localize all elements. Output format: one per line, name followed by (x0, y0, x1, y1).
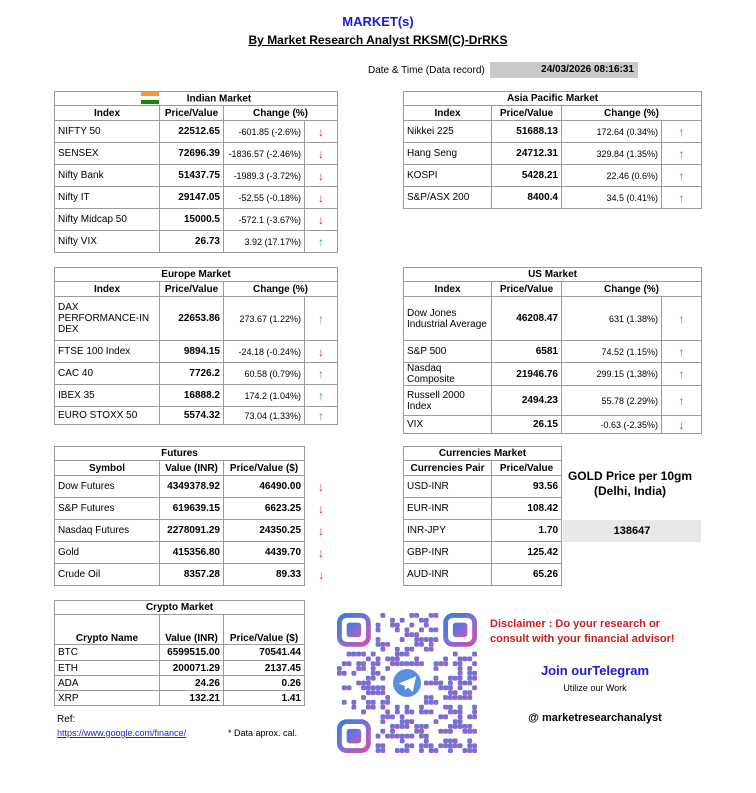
table-row (55, 407, 338, 425)
value-usd: 24350.25 (224, 520, 305, 542)
table-row (404, 564, 562, 586)
index-name: Nasdaq Composite (404, 363, 492, 386)
currencies-title: Currencies Market (404, 447, 562, 461)
index-price: 2494.23 (492, 386, 562, 416)
table-row (55, 542, 338, 564)
table-row (404, 498, 562, 520)
table-row (55, 520, 338, 542)
index-change: 273.67 (1.22%) (224, 297, 305, 341)
crypto-inr: 6599515.00 (160, 645, 224, 661)
index-name: Nifty Bank (55, 165, 160, 187)
col-header: Price/Value (160, 106, 224, 121)
arrow-down-icon: ↓ (305, 209, 338, 231)
currencies-table (403, 446, 562, 586)
index-change: -24.18 (-0.24%) (224, 341, 305, 363)
currency-value: 93.56 (492, 476, 562, 498)
crypto-inr: 24.26 (160, 676, 224, 691)
table-row (404, 297, 702, 341)
value-inr: 415356.80 (160, 542, 224, 564)
col-header: Index (55, 282, 160, 297)
currency-pair: INR-JPY (404, 520, 492, 542)
india-flag-icon (141, 92, 159, 104)
index-price: 24712.31 (492, 143, 562, 165)
table-row (55, 476, 338, 498)
telegram-join-link[interactable]: Join ourTelegram (540, 663, 650, 678)
value-usd: 89.33 (224, 564, 305, 586)
asia-market-title: Asia Pacific Market (404, 92, 702, 106)
us-market-title: US Market (404, 268, 702, 282)
indian-market-title: Indian Market (55, 92, 338, 106)
symbol-name: Gold (55, 542, 160, 564)
index-price: 22653.86 (160, 297, 224, 341)
table-row (404, 416, 702, 434)
table-row (55, 564, 338, 586)
table-row (55, 209, 338, 231)
symbol-name: Nasdaq Futures (55, 520, 160, 542)
table-row (55, 231, 338, 253)
crypto-name: ETH (55, 661, 160, 676)
index-name: S&P 500 (404, 341, 492, 363)
index-change: -572.1 (-3.67%) (224, 209, 305, 231)
table-row (55, 187, 338, 209)
arrow-up-icon: ↑ (662, 341, 702, 363)
index-price: 5574.32 (160, 407, 224, 425)
col-header: Change (%) (562, 282, 702, 297)
index-name: Nifty IT (55, 187, 160, 209)
index-name: EURO STOXX 50 (55, 407, 160, 425)
table-row (404, 143, 702, 165)
index-change: -0.63 (-2.35%) (562, 416, 662, 434)
arrow-down-icon: ↓ (318, 479, 325, 494)
col-header: Change (%) (224, 106, 338, 121)
col-header: Value (INR) (160, 615, 224, 645)
europe-market-table (54, 267, 338, 425)
gold-title-line1: GOLD Price per 10gm (567, 469, 693, 483)
index-change: -1989.3 (-3.72%) (224, 165, 305, 187)
index-change: 73.04 (1.33%) (224, 407, 305, 425)
symbol-name: S&P Futures (55, 498, 160, 520)
index-name: NIFTY 50 (55, 121, 160, 143)
index-price: 26.15 (492, 416, 562, 434)
col-header: Value (INR) (160, 461, 224, 476)
table-row (55, 691, 305, 706)
symbol-name: Dow Futures (55, 476, 160, 498)
arrow-down-icon: ↓ (318, 567, 325, 582)
index-name: CAC 40 (55, 363, 160, 385)
futures-title: Futures (55, 447, 305, 461)
value-usd: 6623.25 (224, 498, 305, 520)
table-row (55, 676, 305, 691)
index-change: 631 (1.38%) (562, 297, 662, 341)
index-price: 6581 (492, 341, 562, 363)
index-change: 3.92 (17.17%) (224, 231, 305, 253)
value-inr: 2278091.29 (160, 520, 224, 542)
currency-pair: GBP-INR (404, 542, 492, 564)
arrow-up-icon: ↑ (305, 385, 338, 407)
table-row (55, 121, 338, 143)
arrow-down-icon: ↓ (318, 501, 325, 516)
arrow-down-icon: ↓ (305, 121, 338, 143)
col-header: Price/Value ($) (224, 461, 305, 476)
index-change: 172.64 (0.34%) (562, 121, 662, 143)
index-change: 34.5 (0.41%) (562, 187, 662, 209)
index-price: 72696.39 (160, 143, 224, 165)
arrow-down-icon: ↓ (318, 545, 325, 560)
value-usd: 46490.00 (224, 476, 305, 498)
col-header: Price/Value (492, 461, 562, 476)
arrow-up-icon: ↑ (662, 187, 702, 209)
table-row (55, 143, 338, 165)
crypto-usd: 70541.44 (224, 645, 305, 661)
currency-value: 65.26 (492, 564, 562, 586)
europe-market-title: Europe Market (55, 268, 338, 282)
table-row (55, 661, 305, 676)
table-row (404, 341, 702, 363)
crypto-inr: 200071.29 (160, 661, 224, 676)
col-header: Price/Value (492, 282, 562, 297)
currency-pair: EUR-INR (404, 498, 492, 520)
value-inr: 4349378.92 (160, 476, 224, 498)
col-header: Index (404, 282, 492, 297)
table-row (404, 476, 562, 498)
table-row (55, 363, 338, 385)
value-inr: 619639.15 (160, 498, 224, 520)
crypto-table (54, 600, 305, 706)
arrow-up-icon: ↑ (662, 143, 702, 165)
index-change: 60.58 (0.79%) (224, 363, 305, 385)
arrow-down-icon: ↓ (318, 523, 325, 538)
index-name: Dow Jones Industrial Average (404, 297, 492, 341)
arrow-down-icon: ↓ (305, 165, 338, 187)
currency-value: 108.42 (492, 498, 562, 520)
col-header: Crypto Name (55, 615, 160, 645)
crypto-name: XRP (55, 691, 160, 706)
index-name: FTSE 100 Index (55, 341, 160, 363)
index-price: 51688.13 (492, 121, 562, 143)
asia-market-table (403, 91, 702, 209)
ref-label: Ref: (57, 714, 76, 725)
arrow-up-icon: ↑ (662, 165, 702, 187)
crypto-name: BTC (55, 645, 160, 661)
table-row (404, 520, 562, 542)
page-subtitle: By Market Research Analyst RKSM(C)-DrRKS (248, 33, 508, 47)
index-change: -52.55 (-0.18%) (224, 187, 305, 209)
index-change: 299.15 (1.38%) (562, 363, 662, 386)
arrow-up-icon: ↑ (662, 386, 702, 416)
index-change: -601.85 (-2.6%) (224, 121, 305, 143)
crypto-usd: 2137.45 (224, 661, 305, 676)
futures-table (54, 446, 338, 586)
ref-note: * Data aprox. cal. (228, 728, 298, 738)
index-name: Russell 2000 Index (404, 386, 492, 416)
index-price: 21946.76 (492, 363, 562, 386)
arrow-down-icon: ↓ (662, 416, 702, 434)
index-name: Nikkei 225 (404, 121, 492, 143)
crypto-title: Crypto Market (55, 601, 305, 615)
crypto-inr: 132.21 (160, 691, 224, 706)
table-row (55, 385, 338, 407)
index-price: 16888.2 (160, 385, 224, 407)
index-name: KOSPI (404, 165, 492, 187)
crypto-name: ADA (55, 676, 160, 691)
table-row (55, 297, 338, 341)
table-row (404, 165, 702, 187)
table-row (404, 187, 702, 209)
arrow-up-icon: ↑ (305, 363, 338, 385)
index-change: -1836.57 (-2.46%) (224, 143, 305, 165)
index-price: 5428.21 (492, 165, 562, 187)
col-header: Index (55, 106, 160, 121)
value-inr: 8357.28 (160, 564, 224, 586)
table-row (55, 645, 305, 661)
disclaimer-text: Disclaimer : Do your research or consult with your financial advisor! (490, 618, 675, 645)
gold-price-value: 138647 (563, 520, 701, 542)
arrow-up-icon: ↑ (662, 363, 702, 386)
index-price: 8400.4 (492, 187, 562, 209)
arrow-down-icon: ↓ (305, 187, 338, 209)
col-header: Change (%) (562, 106, 702, 121)
symbol-name: Crude Oil (55, 564, 160, 586)
col-header: Currencies Pair (404, 461, 492, 476)
arrow-up-icon: ↑ (305, 407, 338, 425)
index-price: 26.73 (160, 231, 224, 253)
index-price: 51437.75 (160, 165, 224, 187)
table-row (55, 165, 338, 187)
table-row (55, 498, 338, 520)
currency-value: 1.70 (492, 520, 562, 542)
currency-pair: USD-INR (404, 476, 492, 498)
col-header: Change (%) (224, 282, 338, 297)
social-handle: @ marketresearchanalyst (528, 712, 662, 724)
crypto-usd: 1.41 (224, 691, 305, 706)
index-name: VIX (404, 416, 492, 434)
arrow-down-icon: ↓ (305, 341, 338, 363)
datetime-label: Date & Time (Data record) (368, 65, 485, 76)
index-change: 22.46 (0.6%) (562, 165, 662, 187)
index-name: IBEX 35 (55, 385, 160, 407)
table-row (404, 386, 702, 416)
arrow-up-icon: ↑ (662, 121, 702, 143)
index-price: 29147.05 (160, 187, 224, 209)
col-header: Price/Value (160, 282, 224, 297)
gold-title-line2: (Delhi, India) (594, 484, 666, 498)
index-price: 22512.65 (160, 121, 224, 143)
col-header: Symbol (55, 461, 160, 476)
value-usd: 4439.70 (224, 542, 305, 564)
telegram-subtitle: Utilize our Work (563, 683, 627, 693)
currency-value: 125.42 (492, 542, 562, 564)
index-change: 174.2 (1.04%) (224, 385, 305, 407)
arrow-up-icon: ↑ (305, 231, 338, 253)
index-name: Nifty Midcap 50 (55, 209, 160, 231)
arrow-down-icon: ↓ (305, 143, 338, 165)
arrow-up-icon: ↑ (305, 297, 338, 341)
table-row (55, 341, 338, 363)
index-price: 7726.2 (160, 363, 224, 385)
ref-link[interactable]: https://www.google.com/finance/ (57, 728, 187, 738)
table-row (404, 363, 702, 386)
index-change: 329.84 (1.35%) (562, 143, 662, 165)
indian-market-table (54, 91, 338, 253)
us-market-table (403, 267, 702, 434)
col-header: Price/Value ($) (224, 615, 305, 645)
index-change: 74.52 (1.15%) (562, 341, 662, 363)
page-title: MARKET(s) (342, 14, 414, 29)
col-header: Price/Value (492, 106, 562, 121)
table-row (404, 121, 702, 143)
arrow-up-icon: ↑ (662, 297, 702, 341)
col-header: Index (404, 106, 492, 121)
index-name: S&P/ASX 200 (404, 187, 492, 209)
datetime-value: 24/03/2026 08:16:31 (490, 62, 638, 78)
table-row (404, 542, 562, 564)
index-price: 9894.15 (160, 341, 224, 363)
index-name: SENSEX (55, 143, 160, 165)
index-name: Hang Seng (404, 143, 492, 165)
index-price: 46208.47 (492, 297, 562, 341)
crypto-usd: 0.26 (224, 676, 305, 691)
gold-price-title (560, 469, 700, 499)
index-name: Nifty VIX (55, 231, 160, 253)
telegram-qr-code[interactable] (337, 613, 477, 753)
currency-pair: AUD-INR (404, 564, 492, 586)
index-change: 55.78 (2.29%) (562, 386, 662, 416)
index-price: 15000.5 (160, 209, 224, 231)
index-name: DAX PERFORMANCE-IN DEX (55, 297, 160, 341)
